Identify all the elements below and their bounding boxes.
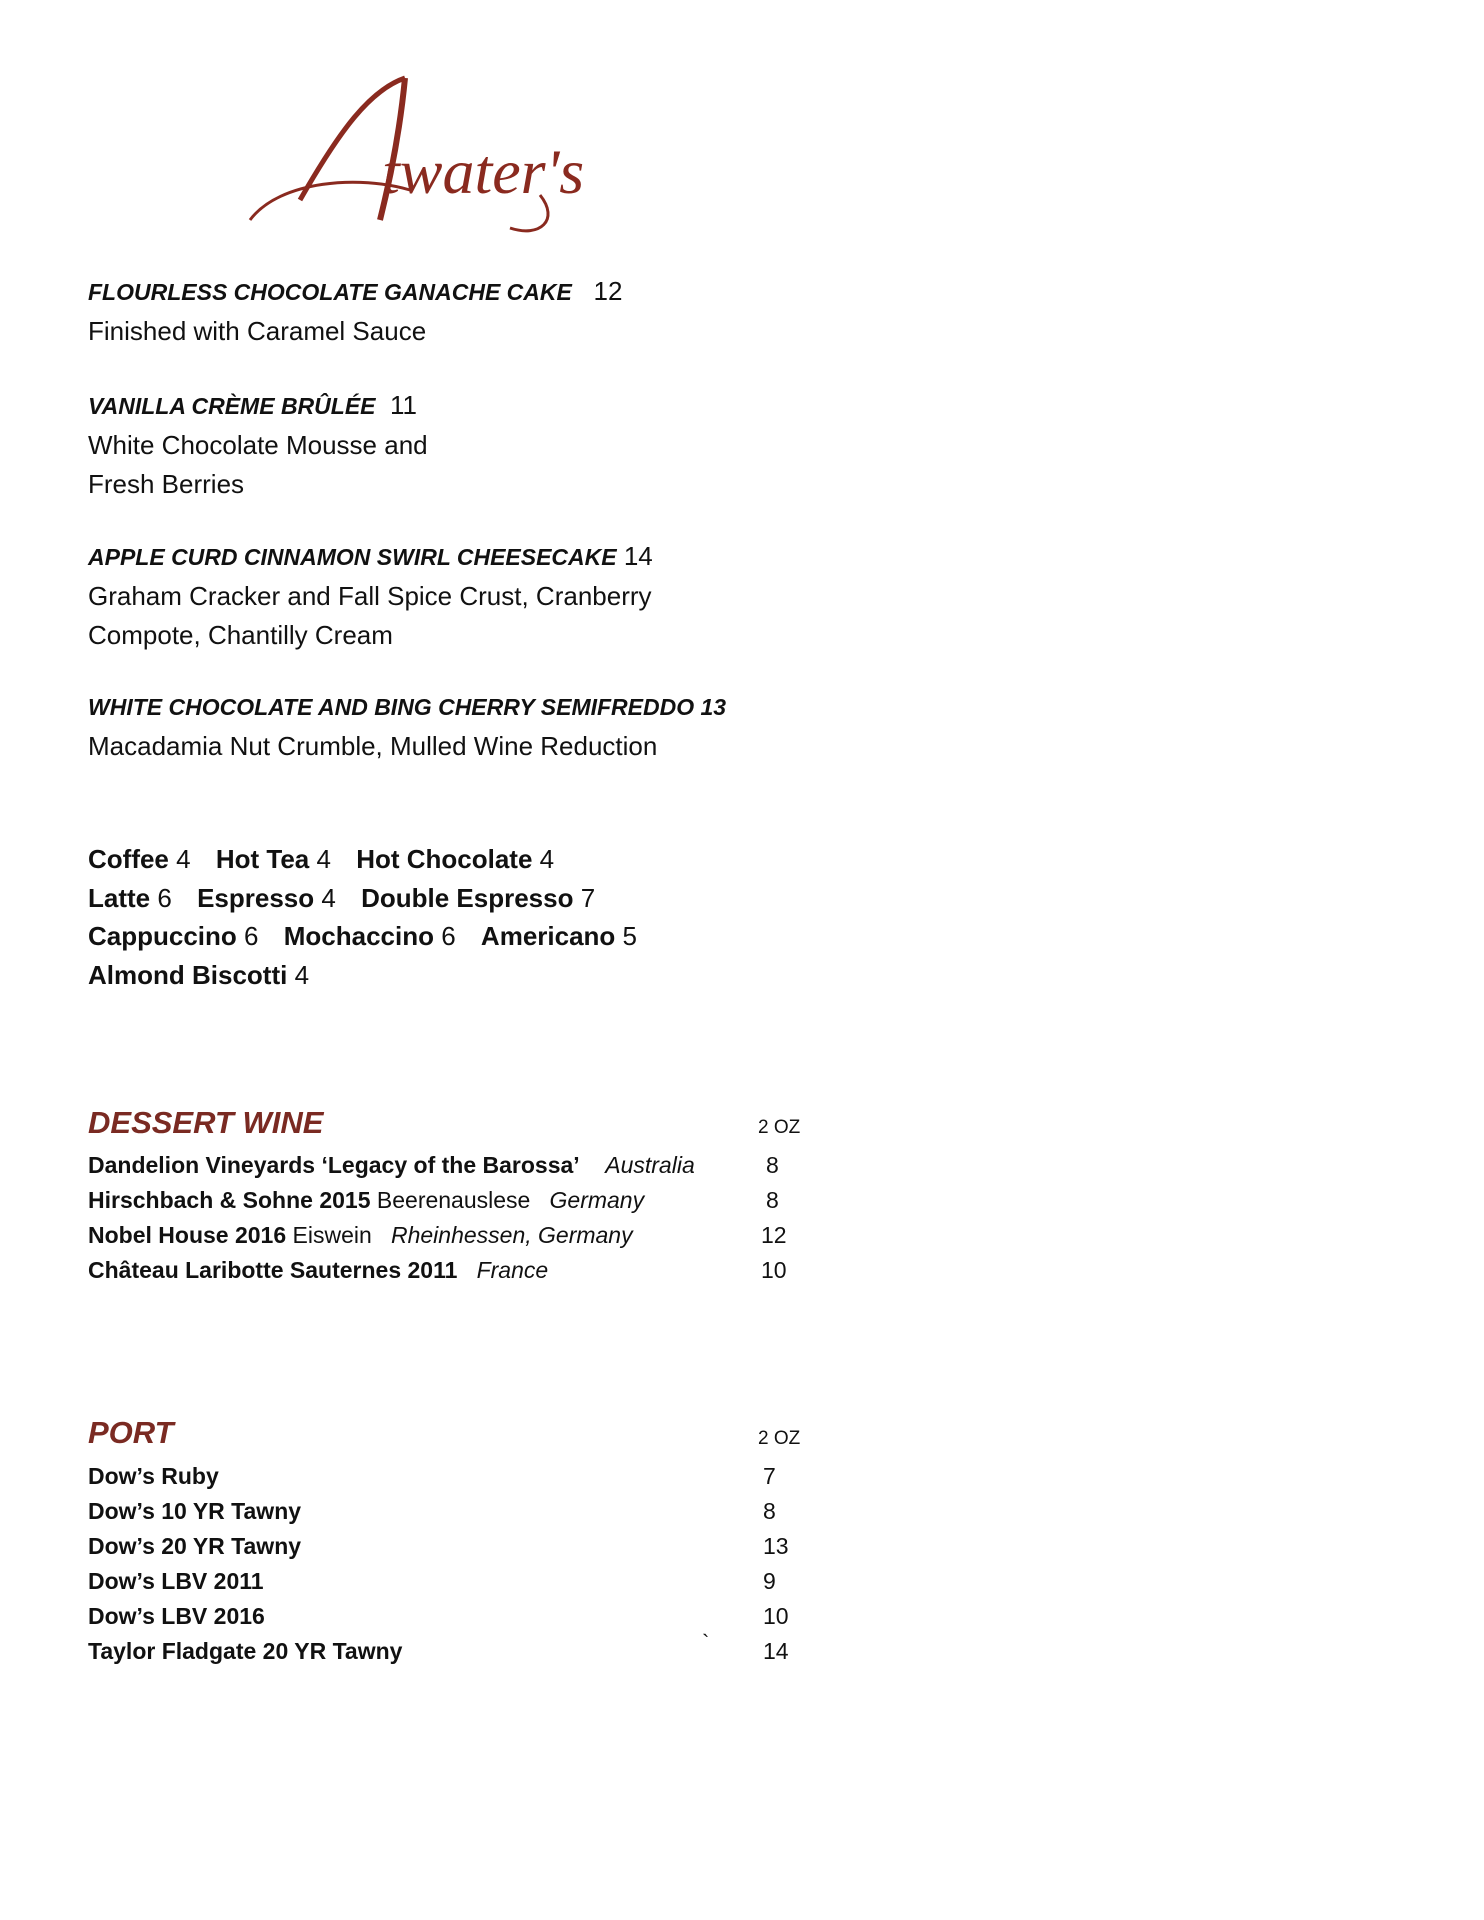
wine-name: Dandelion Vineyards ‘Legacy of the Barossa’ xyxy=(88,1152,580,1178)
port-name: Dow’s 20 YR Tawny xyxy=(88,1533,302,1559)
dessert-description: Finished with Caramel Sauce xyxy=(88,316,427,346)
beverage-price: 4 xyxy=(294,959,310,990)
beverage-price: 7 xyxy=(580,882,596,913)
wine-row xyxy=(88,1257,548,1284)
beverage-price: 4 xyxy=(539,844,555,874)
dessert-item xyxy=(88,687,726,766)
beverage-row xyxy=(88,840,655,879)
port-price: 7 xyxy=(763,1463,776,1489)
port-size-label: 2 OZ xyxy=(758,1428,801,1449)
port-price: 9 xyxy=(763,1568,776,1594)
port-name: Taylor Fladgate 20 YR Tawny xyxy=(88,1638,403,1664)
svg-text:twater's: twater's xyxy=(382,136,585,207)
port-name: Dow’s LBV 2016 xyxy=(88,1603,265,1629)
beverage-price: 5 xyxy=(622,921,638,951)
dessert-name: WHITE CHOCOLATE AND BING CHERRY SEMIFREDDO 13 xyxy=(88,694,727,720)
atwaters-logo xyxy=(240,70,600,240)
wine-price: 10 xyxy=(761,1257,787,1283)
wine-price: 12 xyxy=(761,1222,787,1248)
dessert-description: Compote, Chantilly Cream xyxy=(88,620,393,650)
wine-region: Rheinhessen, Germany xyxy=(390,1222,633,1248)
port-name: Dow’s 10 YR Tawny xyxy=(88,1498,302,1524)
wine-row xyxy=(88,1152,695,1179)
dessert-description: White Chocolate Mousse and xyxy=(88,430,428,460)
wine-name: Nobel House 2016 xyxy=(88,1222,287,1248)
port-price: 8 xyxy=(763,1498,776,1524)
dessert-price: 11 xyxy=(389,390,417,420)
wine-name: Hirschbach & Sohne 2015 xyxy=(88,1187,371,1213)
wine-style: Beerenauslese xyxy=(376,1187,531,1213)
dessert-name: FLOURLESS CHOCOLATE GANACHE CAKE xyxy=(88,279,572,305)
beverage-name: Espresso xyxy=(197,882,315,913)
wine-style: Eiswein xyxy=(292,1222,372,1248)
beverage-price: 6 xyxy=(157,882,172,913)
port-price: 13 xyxy=(763,1533,789,1559)
dessert-wine-heading: DESSERT WINE xyxy=(88,1105,324,1140)
beverage-name: Americano xyxy=(480,921,616,951)
beverage-name: Hot Tea xyxy=(215,844,310,874)
beverage-list xyxy=(88,840,655,994)
wine-row xyxy=(88,1187,644,1214)
wine-price: 8 xyxy=(766,1187,779,1213)
dessert-description: Macadamia Nut Crumble, Mulled Wine Reduction xyxy=(88,731,658,761)
beverage-price: 6 xyxy=(244,921,259,951)
beverage-name: Hot Chocolate xyxy=(356,844,533,874)
dessert-price: 12 xyxy=(593,276,623,306)
port-name: Dow’s LBV 2011 xyxy=(88,1568,264,1594)
wine-region: Australia xyxy=(605,1152,695,1178)
dessert-wine-size-label: 2 OZ xyxy=(758,1117,801,1138)
dessert-price: 14 xyxy=(623,541,653,571)
port-heading: PORT xyxy=(88,1415,174,1450)
beverage-name: Cappuccino xyxy=(88,921,237,951)
wine-region: Germany xyxy=(549,1187,645,1213)
dessert-item xyxy=(88,272,622,351)
port-name: Dow’s Ruby xyxy=(88,1463,219,1489)
beverage-price: 4 xyxy=(176,844,191,874)
wine-region: France xyxy=(476,1257,549,1283)
port-price: 10 xyxy=(763,1603,789,1629)
stray-mark: ` xyxy=(702,1630,710,1655)
beverage-name: Mochaccino xyxy=(283,921,434,951)
port-price: 14 xyxy=(763,1638,789,1664)
dessert-item xyxy=(88,537,653,655)
beverage-price: 4 xyxy=(316,844,331,874)
beverage-name: Double Espresso xyxy=(361,882,574,913)
wine-name: Château Laribotte Sauternes 2011 xyxy=(88,1257,458,1283)
beverage-name: Latte xyxy=(88,882,151,913)
beverage-price: 4 xyxy=(321,882,336,913)
beverage-name: Almond Biscotti xyxy=(88,959,288,990)
dessert-description: Graham Cracker and Fall Spice Crust, Cranberry xyxy=(88,581,652,611)
dessert-name: VANILLA CRÈME BRÛLÉE xyxy=(88,393,376,419)
beverage-row xyxy=(88,956,655,995)
dessert-item xyxy=(88,386,428,504)
beverage-name: Coffee xyxy=(88,844,169,874)
dessert-description: Fresh Berries xyxy=(88,469,245,499)
wine-row xyxy=(88,1222,633,1249)
beverage-row xyxy=(88,917,655,956)
dessert-name: APPLE CURD CINNAMON SWIRL CHEESECAKE xyxy=(88,544,617,570)
beverage-row xyxy=(88,879,655,918)
beverage-price: 6 xyxy=(441,921,456,951)
wine-price: 8 xyxy=(766,1152,779,1178)
